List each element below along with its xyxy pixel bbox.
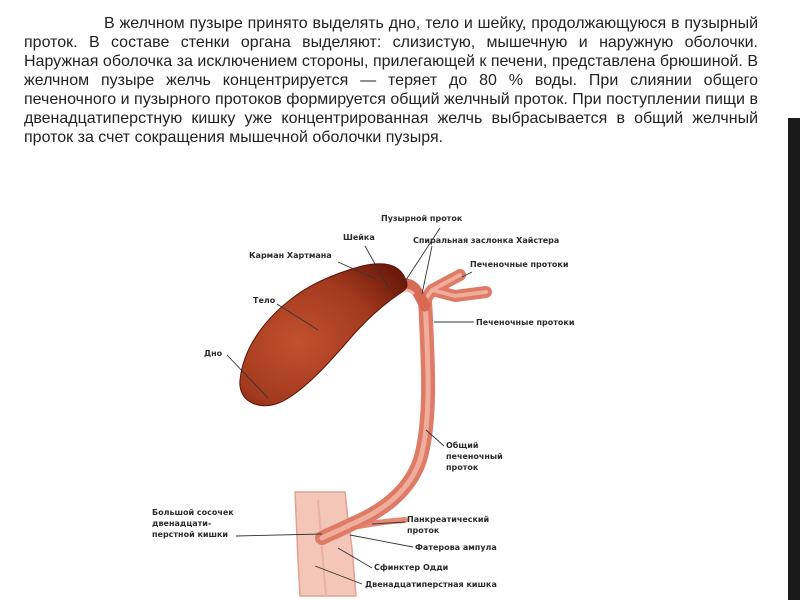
label-fundus: Дно: [204, 349, 223, 358]
label-hepatic-ducts-mid: Печеночные протоки: [476, 318, 575, 327]
label-duodenum: Двенадцатиперстная кишка: [365, 580, 497, 589]
gallbladder-shape: [240, 264, 407, 406]
label-common-bile-duct: Общий печеночный проток: [446, 441, 503, 472]
description-paragraph: В желчном пузыре принято выделять дно, тело и шейку, продолжающуюся в пузырный проток. В составе стенки органа выделяют: слизистую, мышечную и наружную оболочки. Наружная оболочка за исключением стороны, прилегающей к печени, представлена брюшиной. В желчном пузыре желчь концентрируется — теряет до 80 % воды. При слиянии общего печеночного и пузырного протоков формируется общий желчный проток. При поступлении пищи в двенадцатиперстную кишку уже концентрированная желчь выбрасывается в общий желчный проток за счет сокращения мышечной оболочки пузыря.: [24, 15, 758, 146]
label-major-papilla: Большой сосочек двенадцати- перстной кишки: [152, 508, 234, 539]
label-hepatic-ducts-top: Печеночные протоки: [470, 260, 569, 269]
label-body: Тело: [253, 296, 276, 305]
label-spiral-valve: Спиральная заслонка Хайстера: [413, 236, 560, 245]
label-hartmann-pouch: Карман Хартмана: [249, 251, 332, 260]
label-neck: Шейка: [343, 233, 375, 242]
label-pancreatic-duct: Панкреатический проток: [407, 515, 490, 535]
label-vater-ampulla: Фатерова ампула: [415, 543, 497, 552]
label-cystic-duct: Пузырной проток: [381, 214, 463, 223]
label-oddi-sphincter: Сфинктер Одди: [374, 563, 449, 572]
